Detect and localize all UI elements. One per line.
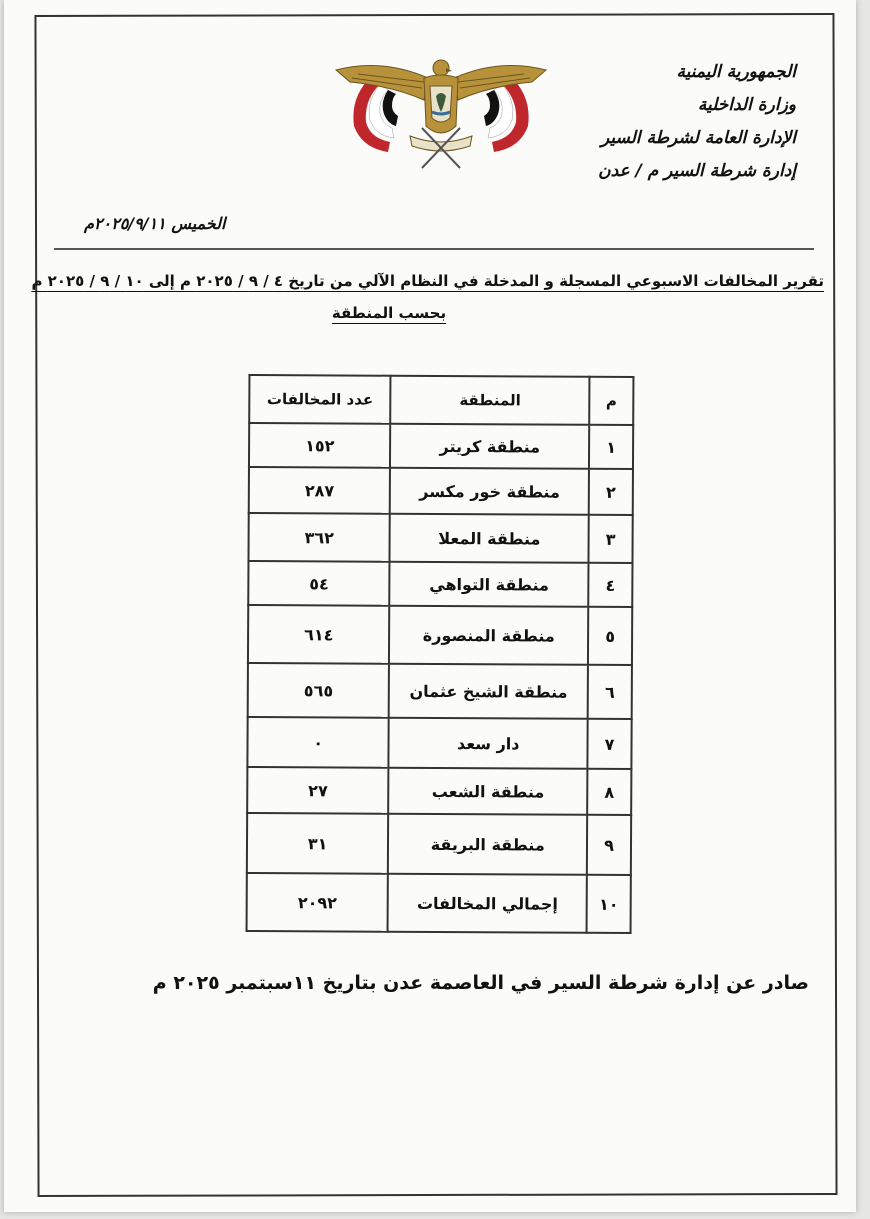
total-label: إجمالي المخالفات bbox=[388, 874, 587, 933]
row-count: ٣٦٢ bbox=[248, 513, 390, 562]
row-area: منطقة الشعب bbox=[389, 768, 588, 815]
row-area: منطقة البريقة bbox=[388, 814, 587, 875]
row-number: ٨ bbox=[587, 769, 631, 815]
table-row bbox=[247, 813, 631, 875]
row-area: منطقة خور مكسر bbox=[390, 468, 589, 515]
separator-line bbox=[54, 248, 814, 250]
row-number: ٥ bbox=[588, 607, 632, 665]
row-number: ٦ bbox=[588, 665, 632, 719]
letterhead-directorate: الإدارة العامة لشرطة السير bbox=[600, 128, 796, 148]
row-area: منطقة المنصورة bbox=[389, 606, 588, 665]
row-count: ٠ bbox=[247, 717, 389, 768]
row-number: ٣ bbox=[589, 515, 633, 563]
total-count: ٢٠٩٢ bbox=[247, 873, 389, 932]
row-area: دار سعد bbox=[389, 718, 588, 769]
row-number: ١٠ bbox=[587, 875, 631, 933]
letterhead-country: الجمهورية اليمنية bbox=[676, 62, 796, 82]
row-count: ١٥٢ bbox=[249, 423, 391, 468]
document-date: الخميس ٢٠٢٥/٩/١١م bbox=[84, 214, 226, 233]
row-number: ٩ bbox=[587, 815, 631, 875]
row-area: منطقة الشيخ عثمان bbox=[389, 664, 588, 719]
violations-table bbox=[246, 374, 635, 934]
row-count: ٦١٤ bbox=[248, 605, 390, 664]
row-number: ٧ bbox=[588, 719, 632, 769]
row-area: منطقة المعلا bbox=[390, 514, 589, 563]
table-row bbox=[247, 767, 631, 815]
row-area: منطقة التواهي bbox=[390, 562, 589, 607]
report-title-block bbox=[31, 268, 824, 326]
table-header-row bbox=[249, 375, 633, 425]
row-number: ٤ bbox=[588, 563, 632, 607]
issuance-statement: صادر عن إدارة شرطة السير في العاصمة عدن بتاريخ ١١سبتمبر ٢٠٢٥ م bbox=[152, 972, 809, 994]
table-row bbox=[248, 561, 632, 607]
table-row bbox=[248, 663, 632, 719]
table-row bbox=[249, 423, 633, 469]
row-count: ٥٦٥ bbox=[248, 663, 390, 718]
table-row bbox=[248, 513, 632, 563]
document-page bbox=[4, 0, 856, 1212]
yemen-eagle-emblem-icon bbox=[332, 56, 550, 172]
column-header-area: المنطقة bbox=[391, 376, 590, 425]
row-count: ٥٤ bbox=[248, 561, 390, 606]
report-subtitle: بحسب المنطقة bbox=[331, 304, 447, 322]
table-row bbox=[247, 717, 631, 769]
row-number: ٢ bbox=[589, 469, 633, 515]
table-total-row bbox=[247, 873, 631, 933]
column-header-count: عدد المخالفات bbox=[249, 375, 391, 424]
letterhead-department: إدارة شرطة السير م / عدن bbox=[598, 161, 796, 181]
report-title: تقرير المخالفات الاسبوعي المسجلة و المدخلة في النظام الآلي من تاريخ ٤ / ٩ / ٢٠٢٥ م إلى ١٠ / ٩ / ٢٠٢٥ م bbox=[31, 272, 824, 290]
row-count: ٢٧ bbox=[247, 767, 389, 814]
row-count: ٣١ bbox=[247, 813, 389, 874]
table-row bbox=[249, 467, 633, 515]
letterhead-ministry: وزارة الداخلية bbox=[697, 95, 796, 115]
table-row bbox=[248, 605, 632, 665]
row-count: ٢٨٧ bbox=[249, 467, 391, 514]
row-area: منطقة كريتر bbox=[390, 424, 589, 469]
column-header-number: م bbox=[589, 377, 633, 425]
row-number: ١ bbox=[589, 425, 633, 469]
